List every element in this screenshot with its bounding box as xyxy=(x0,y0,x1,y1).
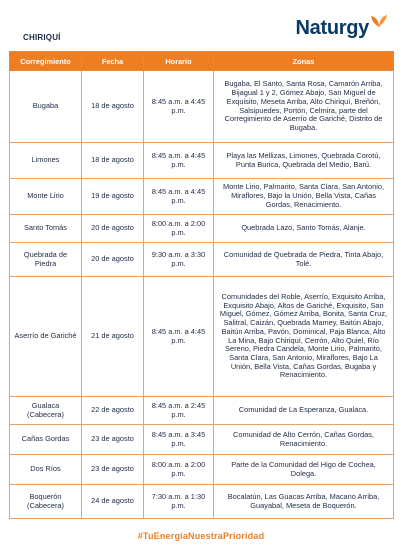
corregimiento-cell: Cañas Gordas xyxy=(10,425,82,455)
horario-cell: 8:45 a.m. a 4:45 p.m. xyxy=(144,179,214,215)
horario-cell: 8:45 a.m. a 4:45 p.m. xyxy=(144,71,214,143)
zonas-cell: Playa las Mellizas, Limones, Quebrada Corotú, Punta Burica, Quebrada del Medio, Barú. xyxy=(214,143,394,179)
zonas-cell: Comunidad de Alto Cerrón, Cañas Gordas, Renacimiento. xyxy=(214,425,394,455)
header-horario: Horario xyxy=(144,52,214,71)
zonas-cell: Bocalatún, Las Guacas Arriba, Macano Arriba, Guayabal, Meseta de Boquerón. xyxy=(214,485,394,519)
horario-cell: 8:45 a.m. a 4:45 p.m. xyxy=(144,143,214,179)
corregimiento-cell: Monte Lirio xyxy=(10,179,82,215)
fecha-cell: 24 de agosto xyxy=(82,485,144,519)
header-corregimiento: Corregimiento xyxy=(10,52,82,71)
fecha-cell: 21 de agosto xyxy=(82,277,144,397)
corregimiento-cell: Limones xyxy=(10,143,82,179)
region-title: CHIRIQUÍ xyxy=(23,33,61,42)
header-zonas: Zonas xyxy=(214,52,394,71)
corregimiento-cell: Boquerón (Cabecera) xyxy=(10,485,82,519)
zonas-cell: Comunidad de Quebrada de Piedra, Tinta Abajo, Tolé. xyxy=(214,243,394,277)
zonas-cell: Comunidad de La Esperanza, Gualaca. xyxy=(214,397,394,425)
header-fecha: Fecha xyxy=(82,52,144,71)
table-header-row xyxy=(10,52,394,71)
horario-cell: 7:30 a.m. a 1:30 p.m. xyxy=(144,485,214,519)
schedule-table xyxy=(9,51,394,519)
table-row xyxy=(10,71,394,143)
fecha-cell: 23 de agosto xyxy=(82,455,144,485)
fecha-cell: 18 de agosto xyxy=(82,143,144,179)
corregimiento-cell: Bugaba xyxy=(10,71,82,143)
table-row xyxy=(10,179,394,215)
brand-name: Naturgy xyxy=(295,17,369,39)
corregimiento-cell: Dos Ríos xyxy=(10,455,82,485)
table-row xyxy=(10,243,394,277)
table-row xyxy=(10,143,394,179)
fecha-cell: 22 de agosto xyxy=(82,397,144,425)
fecha-cell: 19 de agosto xyxy=(82,179,144,215)
table-row xyxy=(10,215,394,243)
table-row xyxy=(10,277,394,397)
corregimiento-cell: Aserrío de Gariché xyxy=(10,277,82,397)
table-row xyxy=(10,455,394,485)
fecha-cell: 23 de agosto xyxy=(82,425,144,455)
table-row xyxy=(10,425,394,455)
zonas-cell: Parte de la Comunidad del Higo de Cochea, Dolega. xyxy=(214,455,394,485)
corregimiento-cell: Gualaca (Cabecera) xyxy=(10,397,82,425)
zonas-cell: Quebrada Lazo, Santo Tomás, Alanje. xyxy=(214,215,394,243)
zonas-cell: Comunidades del Roble, Aserrío, Exquisito Arriba, Exquisito Abajo, Altos de Gariché, Exquisito, San Miguel, Gómez, Gómez Arriba, Bonita, Santa Cruz, Salitral, Caizán, Quebrada Mamey, Baitún Abajo, Baitún Arriba, Pavón, Dominical, Paja Blanca, Alto La Mina, Bajo Chiriquí, Cerrón, Alto Quiel, Río Sereno, Piedra Candela, Monte Lirio, Palmarito, Santa Clara, San Antonio, Miraflores, Bajo La Unión, Bella Vista, Cañas Gordas, Bugaba y Renacimiento. xyxy=(214,277,394,397)
hashtag-footer: #TuEnergíaNuestraPrioridad xyxy=(137,531,265,541)
horario-cell: 8:00 a.m. a 2:00 p.m. xyxy=(144,215,214,243)
horario-cell: 9:30 a.m. a 3:30 p.m. xyxy=(144,243,214,277)
table-row xyxy=(10,485,394,519)
fecha-cell: 18 de agosto xyxy=(82,71,144,143)
zonas-cell: Bugaba, El Santo, Santa Rosa, Camarón Arriba, Bijagual 1 y 2, Gómez Abajo, San Miguel de Exquisito, Meseta Arriba, Alto Chiriquí, Breñón, Salsipuedes, Portón, Celmira, parte del Corregimiento de Aserrío de Gariché, Distrito de Bugaba. xyxy=(214,71,394,143)
fecha-cell: 20 de agosto xyxy=(82,243,144,277)
horario-cell: 8:45 a.m. a 3:45 p.m. xyxy=(144,425,214,455)
corregimiento-cell: Santo Tomás xyxy=(10,215,82,243)
horario-cell: 8:45 a.m. a 2:45 p.m. xyxy=(144,397,214,425)
zonas-cell: Monte Lirio, Palmarito, Santa Clara, San Antonio, Miraflores, Bajo la Unión, Bella Vista, Cañas Gordas, Renacimiento. xyxy=(214,179,394,215)
naturgy-logo xyxy=(296,14,388,38)
horario-cell: 8:45 a.m. a 4:45 p.m. xyxy=(144,277,214,397)
fecha-cell: 20 de agosto xyxy=(82,215,144,243)
butterfly-icon xyxy=(370,14,388,32)
horario-cell: 8:00 a.m. a 2:00 p.m. xyxy=(144,455,214,485)
table-row xyxy=(10,397,394,425)
corregimiento-cell: Quebrada de Piedra xyxy=(10,243,82,277)
